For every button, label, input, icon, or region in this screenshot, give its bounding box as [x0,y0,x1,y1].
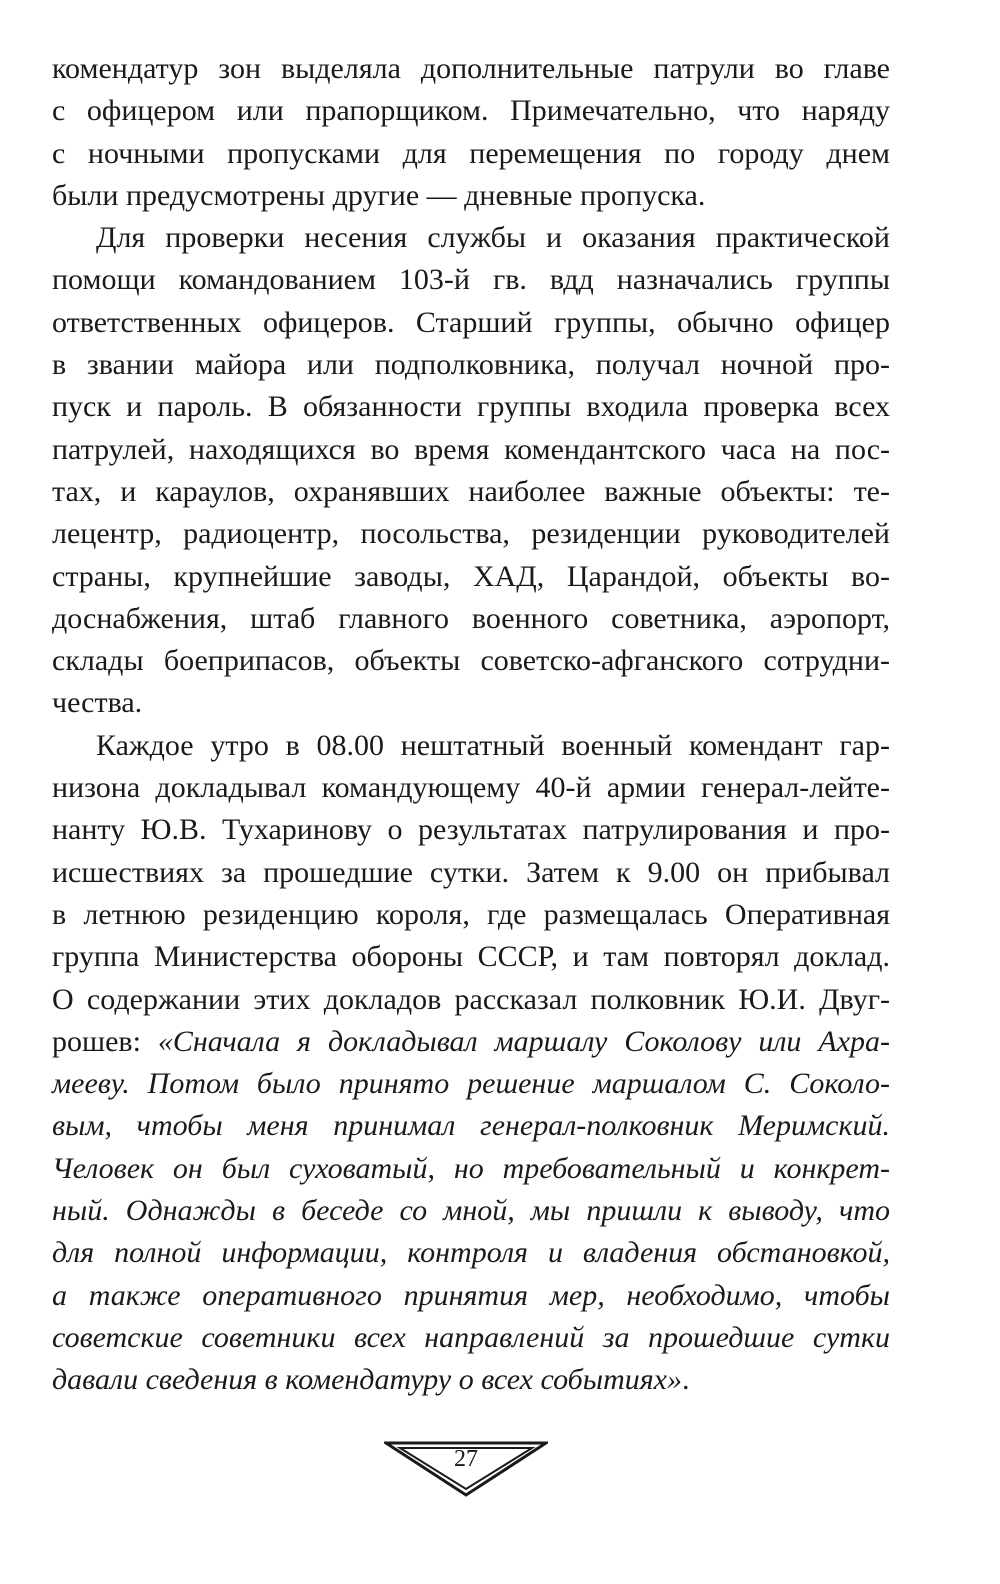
quote-line: ный. Однажды в беседе со мной, мы пришли к выводу, что [52,1194,890,1228]
paragraph-2 [52,217,890,725]
text-line: склады боеприпасов, объекты советско-афганского сотрудни- [52,644,890,678]
text-line: О содержании этих докладов рассказал полковник Ю.И. Двуг- [52,982,890,1016]
text-line: тах, и караулов, охранявших наиболее важные объекты: те- [52,474,890,508]
text-line: Для проверки несения службы и оказания практической [96,221,890,255]
text-line-mixed [52,1021,890,1063]
text-line: пуск и пароль. В обязанности группы входила проверка всех [52,390,890,424]
text-line: страны, крупнейшие заводы, ХАД, Царандой, объекты во- [52,559,890,593]
quote-line: мееву. Потом было принято решение маршалом С. Соколо- [52,1067,890,1101]
text-line: в звании майора или подполковника, получал ночной про- [52,348,890,382]
text-line: помощи командованием 103-й гв. вдд назначались группы [52,263,890,297]
text-line: исшествиях за прошедшие сутки. Затем к 9.00 он прибывал [52,855,890,889]
text-line: чества. [52,686,143,720]
text-span: . [682,1363,690,1397]
text-line: Каждое утро в 08.00 нештатный военный комендант гар- [96,728,890,762]
text-line: патрулей, находящихся во время комендантского часа на пос- [52,432,890,466]
quote-line: для полной информации, контроля и владения обстановкой, [52,1236,890,1270]
text-line: низона докладывал командующему 40-й армии генерал-лейте- [52,771,890,805]
text-line: доснабжения, штаб главного военного советника, аэропорт, [52,601,890,635]
page-number-ornament [384,1440,548,1498]
text-line: комендатур зон выделяла дополнительные патрули во главе [52,52,890,85]
page-body [52,48,890,1402]
quote-line: Человек он был суховатый, но требовательный и конкрет- [52,1151,890,1185]
paragraph-1 [52,48,890,217]
paragraph-3 [52,725,890,1402]
quote-line: вым, чтобы меня принимал генерал-полковник Меримский. [52,1109,890,1143]
text-line: с ночными пропусками для перемещения по городу днем [52,136,890,170]
text-line: в летнюю резиденцию короля, где размещалась Оперативная [52,897,890,931]
text-line: ответственных офицеров. Старший группы, обычно офицер [52,305,890,339]
text-line: группа Министерства обороны СССР, и там повторял доклад. [52,940,890,974]
quote-span: давали сведения в комендатуру о всех событиях» [52,1363,682,1397]
quote-span: «Сначала я докладывал маршалу Соколову или Ахра- [157,1024,890,1058]
quote-line: советские советники всех направлений за прошедшие сутки [52,1320,890,1354]
quote-line-final [52,1359,890,1401]
text-line: с офицером или прапорщиком. Примечательно, что наряду [52,94,890,128]
text-line: нанту Ю.В. Тухаринову о результатах патрулирования и про- [52,813,890,847]
quote-line: а также оперативного принятия мер, необходимо, чтобы [52,1278,890,1312]
text-span: рошев: [52,1024,158,1058]
text-line: лецентр, радиоцентр, посольства, резиденции руководителей [52,517,890,551]
page-number: 27 [454,1446,478,1472]
text-line: были предусмотрены другие — дневные пропуска. [52,178,706,212]
